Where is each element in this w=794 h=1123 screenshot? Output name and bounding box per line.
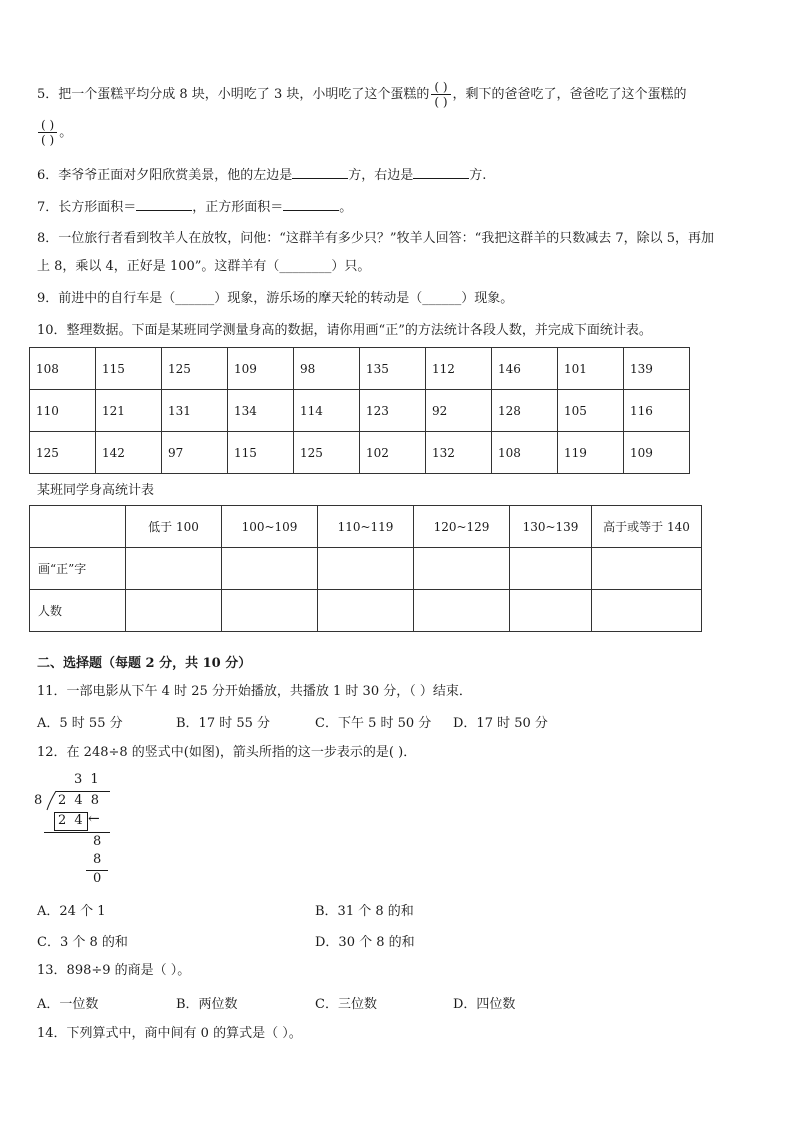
division-step-2: 8 <box>93 834 102 849</box>
q12-option-a[interactable]: A．24 个 1 <box>37 904 106 919</box>
division-divisor: 8 <box>34 793 43 808</box>
question-14: 14．下列算式中，商中间有 0 的算式是（ ）。 <box>37 1026 302 1041</box>
stat-blank-cell[interactable] <box>318 590 414 632</box>
question-6 <box>37 166 486 185</box>
stat-header-cell: 100~109 <box>222 506 318 548</box>
stat-header-cell: 高于或等于 140 <box>592 506 702 548</box>
stat-blank-cell[interactable] <box>222 590 318 632</box>
stat-header-cell: 130~139 <box>510 506 592 548</box>
division-step-3: 8 <box>93 852 102 867</box>
table-cell: 98 <box>294 348 360 390</box>
table-cell: 102 <box>360 432 426 474</box>
stat-row-label: 人数 <box>30 590 126 632</box>
q11-option-c[interactable]: C．下午 5 时 50 分 <box>315 716 432 731</box>
table-cell: 125 <box>162 348 228 390</box>
q5-frac1-den: ( ) <box>434 95 448 109</box>
stat-blank-cell[interactable] <box>318 548 414 590</box>
stat-header-row <box>30 506 702 548</box>
table-cell: 108 <box>492 432 558 474</box>
table-cell: 116 <box>624 390 690 432</box>
table-cell: 146 <box>492 348 558 390</box>
height-statistics-table <box>29 505 702 632</box>
height-data-table <box>29 347 690 474</box>
table-cell: 97 <box>162 432 228 474</box>
division-bracket <box>46 791 58 811</box>
table-cell: 134 <box>228 390 294 432</box>
division-line-1 <box>44 832 110 833</box>
q13-option-b[interactable]: B．两位数 <box>176 997 238 1012</box>
table-cell: 115 <box>96 348 162 390</box>
table-cell: 109 <box>228 348 294 390</box>
q12-option-b[interactable]: B．31 个 8 的和 <box>315 904 414 919</box>
q5-text-2: ，剩下的爸爸吃了，爸爸吃了这个蛋糕的 <box>452 87 687 102</box>
table-cell: 92 <box>426 390 492 432</box>
stat-blank-cell[interactable] <box>126 590 222 632</box>
q5-fraction-blank-1 <box>431 80 450 109</box>
q6-text-3: 方. <box>469 168 487 183</box>
q7-blank-2[interactable] <box>283 198 339 211</box>
q6-text-1: 6．李爷爷正面对夕阳欣赏美景，他的左边是 <box>37 168 293 183</box>
table-cell: 125 <box>294 432 360 474</box>
stat-blank-cell[interactable] <box>222 548 318 590</box>
table-cell: 115 <box>228 432 294 474</box>
division-bar <box>56 791 110 792</box>
q11-option-d[interactable]: D．17 时 50 分 <box>453 716 548 731</box>
question-11: 11．一部电影从下午 4 时 25 分开始播放，共播放 1 时 30 分，（ ）结束． <box>37 684 472 699</box>
q5-frac2-num: ( ) <box>38 118 57 133</box>
stat-row <box>30 548 702 590</box>
table-cell: 112 <box>426 348 492 390</box>
q7-text-3: 。 <box>339 200 353 215</box>
stat-row-label: 画“正”字 <box>30 548 126 590</box>
stat-row <box>30 590 702 632</box>
question-9: 9．前进中的自行车是（______）现象，游乐场的摩天轮的转动是（______）现象。 <box>37 291 514 306</box>
stat-blank-cell[interactable] <box>592 590 702 632</box>
division-step-1: 2 4 <box>58 813 85 828</box>
table-cell: 139 <box>624 348 690 390</box>
section-2-heading: 二、选择题（每题 2 分，共 10 分） <box>37 656 252 671</box>
question-8-line1: 8．一位旅行者看到牧羊人在放牧，问他：“这群羊有多少只？”牧羊人回答：“我把这群羊的只数减去 7，除以 5，再加 <box>37 231 715 246</box>
q13-option-c[interactable]: C．三位数 <box>315 997 377 1012</box>
table-cell: 105 <box>558 390 624 432</box>
stat-blank-cell[interactable] <box>510 548 592 590</box>
table-cell: 121 <box>96 390 162 432</box>
table-row <box>30 348 690 390</box>
stat-blank-cell[interactable] <box>510 590 592 632</box>
question-7 <box>37 198 352 217</box>
table-row <box>30 432 690 474</box>
table-cell: 125 <box>30 432 96 474</box>
q7-text-2: ，正方形面积＝ <box>192 200 284 215</box>
q13-option-d[interactable]: D．四位数 <box>453 997 516 1012</box>
stat-header-cell: 120~129 <box>414 506 510 548</box>
q12-option-c[interactable]: C．3 个 8 的和 <box>37 935 128 950</box>
stat-header-cell: 低于 100 <box>126 506 222 548</box>
table-cell: 110 <box>30 390 96 432</box>
q5-fraction-blank-2 <box>38 118 57 147</box>
long-division-diagram <box>34 772 124 887</box>
table-cell: 131 <box>162 390 228 432</box>
table-cell: 119 <box>558 432 624 474</box>
stat-blank-cell[interactable] <box>592 548 702 590</box>
q6-blank-2[interactable] <box>413 166 469 179</box>
q5-frac1-num: ( ) <box>431 80 450 95</box>
table-cell: 135 <box>360 348 426 390</box>
division-remainder: 0 <box>93 871 102 886</box>
question-5-line2 <box>36 118 72 147</box>
table-cell: 128 <box>492 390 558 432</box>
table-cell: 123 <box>360 390 426 432</box>
q12-option-d[interactable]: D．30 个 8 的和 <box>315 935 415 950</box>
division-dividend: 2 4 8 <box>58 793 102 808</box>
table-cell: 142 <box>96 432 162 474</box>
table-row <box>30 390 690 432</box>
table-cell: 101 <box>558 348 624 390</box>
q5-text-1: 5．把一个蛋糕平均分成 8 块，小明吃了 3 块，小明吃了这个蛋糕的 <box>37 87 430 102</box>
q13-option-a[interactable]: A．一位数 <box>37 997 99 1012</box>
q11-option-b[interactable]: B．17 时 55 分 <box>176 716 271 731</box>
division-arrow: ← <box>88 811 100 827</box>
q6-text-2: 方，右边是 <box>348 168 414 183</box>
table-cell: 108 <box>30 348 96 390</box>
q7-text-1: 7．长方形面积＝ <box>37 200 137 215</box>
stat-blank-cell[interactable] <box>414 590 510 632</box>
stat-blank-cell[interactable] <box>414 548 510 590</box>
stat-header-cell <box>30 506 126 548</box>
q5-frac2-den: ( ) <box>41 133 55 147</box>
stat-table-title: 某班同学身高统计表 <box>37 483 155 498</box>
question-5-line1 <box>37 78 687 112</box>
stat-header-cell: 110~119 <box>318 506 414 548</box>
q6-blank-1[interactable] <box>292 166 348 179</box>
stat-blank-cell[interactable] <box>126 548 222 590</box>
table-cell: 109 <box>624 432 690 474</box>
q7-blank-1[interactable] <box>136 198 192 211</box>
question-13: 13．898÷9 的商是（ ）。 <box>37 963 191 978</box>
table-cell: 114 <box>294 390 360 432</box>
q11-option-a[interactable]: A．5 时 55 分 <box>37 716 123 731</box>
question-10: 10．整理数据。下面是某班同学测量身高的数据，请你用画“正”的方法统计各段人数，并完成下面统计表。 <box>37 323 652 338</box>
question-12: 12．在 248÷8 的竖式中(如图)，箭头所指的这一步表示的是( )． <box>37 745 417 760</box>
q5-end: 。 <box>59 125 73 140</box>
question-8-line2: 上 8，乘以 4，正好是 100”。这群羊有（________）只。 <box>37 259 371 274</box>
division-quotient: 3 1 <box>74 772 101 787</box>
table-cell: 132 <box>426 432 492 474</box>
